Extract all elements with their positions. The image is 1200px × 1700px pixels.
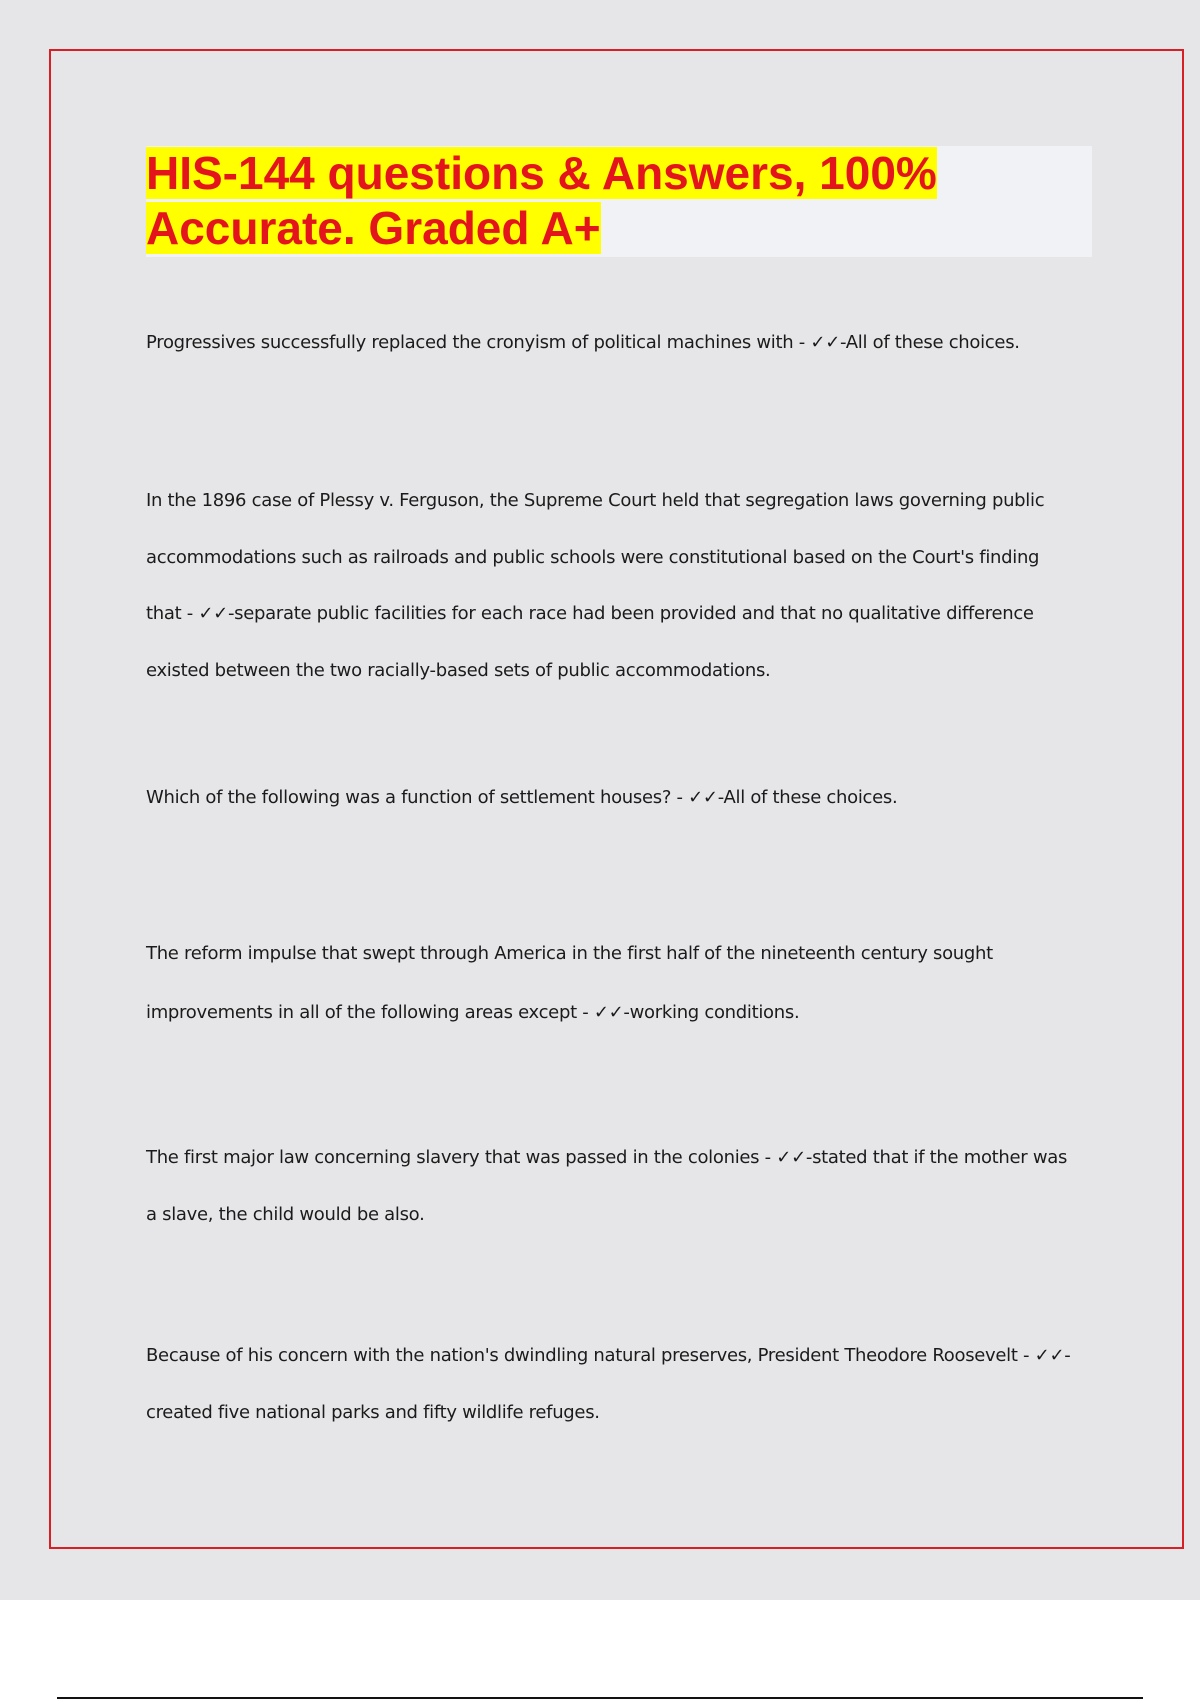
question-text: Which of the following was a function of settlement houses? — [146, 787, 672, 808]
answer-text: working conditions. — [629, 1001, 800, 1023]
answer-text: created five national parks and fifty wildlife refuges. — [146, 1401, 600, 1423]
question-text: The first major law concerning slavery that was passed in the colonies — [146, 1147, 760, 1168]
answer-text: separate public facilities for each race had been provided and that no qualitative difference existed between the two racially-based sets of public accommodations. — [146, 603, 1034, 681]
question-text: Progressives successfully replaced the cronyism of political machines with — [146, 332, 794, 353]
check-separator: - ✓✓- — [181, 603, 235, 624]
question-text: The reform impulse that swept through America in the first half of the nineteenth century sought improvements in all of the following areas except — [146, 943, 993, 1023]
answer-text: All of these choices. — [723, 787, 898, 808]
qa-entry — [146, 473, 1076, 699]
answer-text: All of these choices. — [845, 332, 1020, 353]
check-separator: - ✓✓- — [759, 1147, 813, 1168]
document-title: HIS-144 questions & Answers, 100% Accurate. Graded A+ — [146, 147, 937, 254]
check-separator: - ✓✓- — [671, 787, 724, 808]
qa-entry — [146, 925, 1076, 1042]
footer-divider-line — [57, 1697, 1143, 1699]
check-separator: - ✓✓- — [793, 332, 846, 353]
check-separator: - ✓✓- — [576, 1001, 630, 1023]
answer-text: stated that if the mother was a slave, the child would be also. — [146, 1147, 1068, 1225]
qa-entry — [146, 330, 1076, 356]
question-text: In the 1896 case of Plessy v. Ferguson, the Supreme Court held that segregation laws governing public accommodations such as railroads and public schools were constitutional based on the Court's finding that — [146, 490, 1045, 624]
qa-entry — [146, 1328, 1076, 1441]
question-text: Because of his concern with the nation's dwindling natural preserves, President Theodore Roosevelt — [146, 1345, 1018, 1366]
qa-entry — [146, 1130, 1076, 1243]
title-block — [146, 146, 1092, 257]
check-separator: - ✓✓- — [1017, 1345, 1071, 1366]
qa-entry — [146, 785, 1076, 811]
